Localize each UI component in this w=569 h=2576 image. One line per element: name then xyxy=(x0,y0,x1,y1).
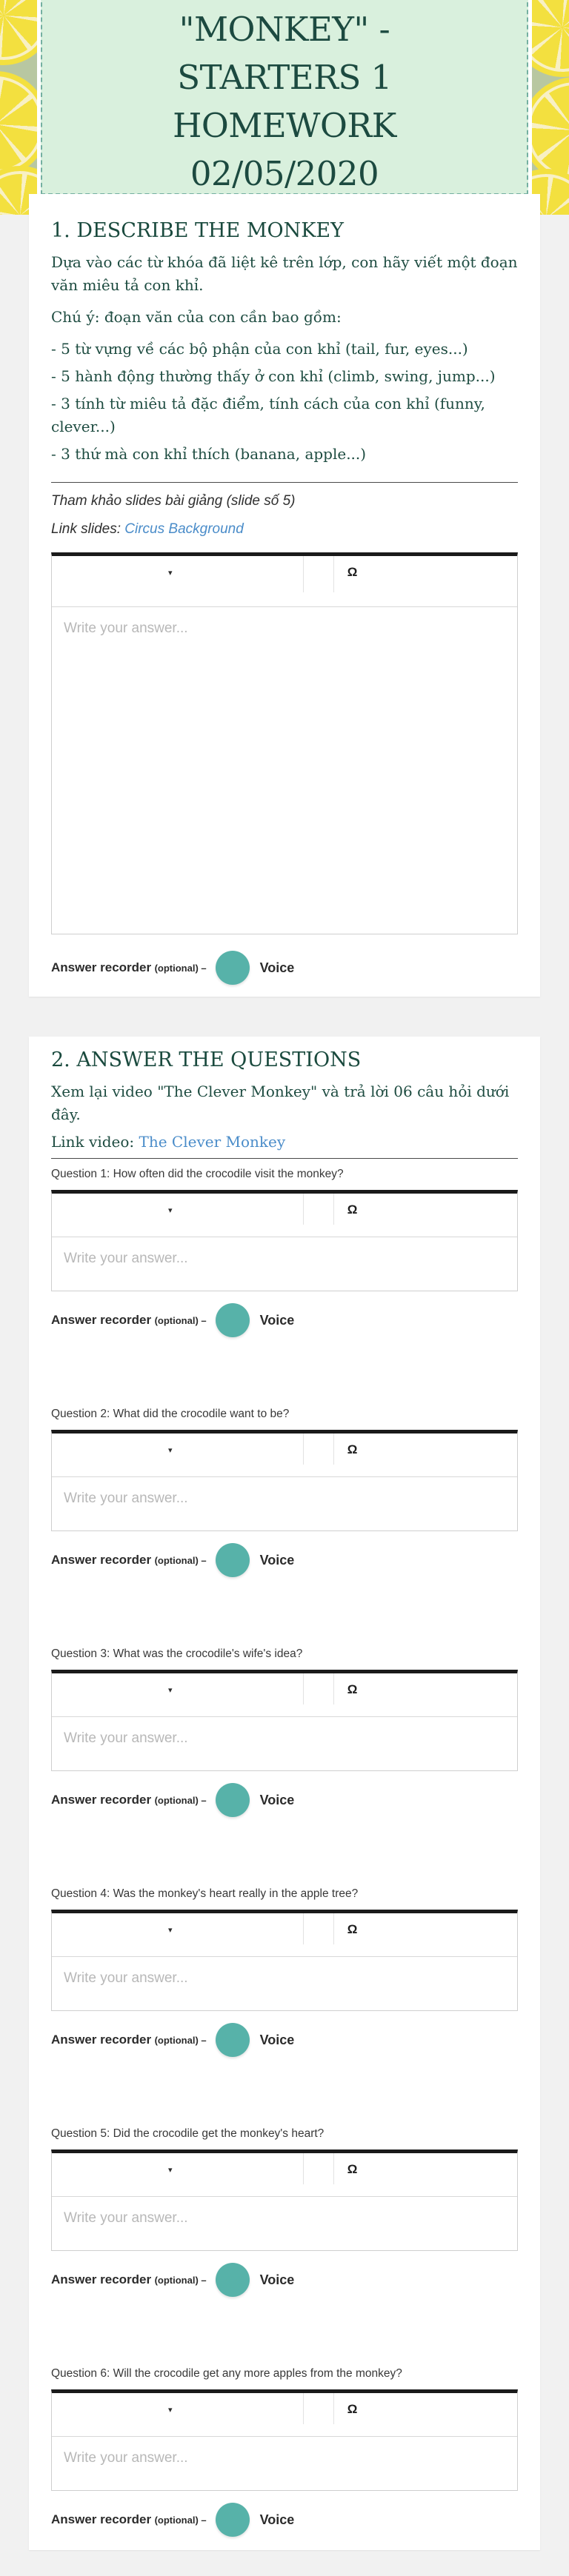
answer-recorder-row xyxy=(51,2503,518,2537)
answer-recorder-label: Answer recorder xyxy=(51,2272,152,2286)
answer-input[interactable] xyxy=(52,1237,517,1291)
answer-recorder-row xyxy=(51,2263,518,2297)
title-line: STARTERS 1 xyxy=(177,58,392,97)
voice-label: Voice xyxy=(259,2512,295,2527)
question-block xyxy=(51,1886,518,2057)
answer-recorder-row xyxy=(51,951,518,985)
question-text: Question 3: What was the crocodile's wife's idea? xyxy=(51,1647,303,1660)
toolbar-separator xyxy=(333,1194,334,1225)
editor-toolbar xyxy=(52,1433,517,1477)
link-label: Link video: xyxy=(51,1133,139,1151)
toolbar-separator xyxy=(333,1433,334,1465)
format-dropdown-caret-icon[interactable]: ▾ xyxy=(168,2166,173,2175)
format-dropdown-caret-icon[interactable]: ▾ xyxy=(168,2406,173,2415)
answer-input[interactable] xyxy=(52,607,517,934)
format-dropdown-caret-icon[interactable]: ▾ xyxy=(168,1926,173,1935)
answer-placeholder: Write your answer... xyxy=(64,1730,188,1746)
task1-slides-note: Tham khảo slides bài giảng (slide số 5) xyxy=(51,493,296,509)
special-character-icon[interactable]: Ω xyxy=(347,1202,358,1217)
answer-recorder-row xyxy=(51,1783,518,1817)
answer-recorder-row xyxy=(51,2023,518,2057)
voice-record-button[interactable] xyxy=(216,2503,250,2537)
question-block xyxy=(51,1406,518,1577)
special-character-icon[interactable]: Ω xyxy=(347,2162,358,2176)
task2-video-link-row xyxy=(51,1131,518,1154)
answer-input[interactable] xyxy=(52,1957,517,2010)
toolbar-separator xyxy=(303,1673,304,1704)
answer-recorder-optional: (optional) – xyxy=(154,962,207,974)
answer-placeholder: Write your answer... xyxy=(64,2210,188,2226)
answer-recorder-label: Answer recorder xyxy=(51,2033,152,2047)
toolbar-separator xyxy=(303,1433,304,1465)
task1-heading: 1. DESCRIBE THE MONKEY xyxy=(51,219,344,242)
answer-recorder-optional: (optional) – xyxy=(154,1554,207,1566)
format-dropdown-caret-icon[interactable]: ▾ xyxy=(168,1446,173,1455)
answer-placeholder: Write your answer... xyxy=(64,1970,188,1986)
answer-recorder-label: Answer recorder xyxy=(51,2512,152,2526)
editor-toolbar xyxy=(52,1673,517,1717)
voice-label: Voice xyxy=(259,1792,295,1807)
toolbar-separator xyxy=(333,2153,334,2184)
answer-input[interactable] xyxy=(52,2197,517,2250)
task1-intro-1: Dựa vào các từ khóa đã liệt kê trên lớp, con hãy viết một đoạn văn miêu tả con khỉ. xyxy=(51,253,518,294)
voice-label: Voice xyxy=(259,2032,295,2047)
title-line: 02/05/2020 xyxy=(190,154,379,193)
voice-label: Voice xyxy=(259,1312,295,1328)
question-block xyxy=(51,2126,518,2297)
question-block xyxy=(51,1646,518,1817)
voice-record-button[interactable] xyxy=(216,1783,250,1817)
task1-list-item: - 5 từ vựng về các bộ phận của con khỉ (tail, fur, eyes...) xyxy=(51,340,468,358)
title-line: HOMEWORK xyxy=(173,106,396,145)
toolbar-separator xyxy=(303,1194,304,1225)
question-block xyxy=(51,2366,518,2537)
divider xyxy=(51,482,518,483)
editor-toolbar xyxy=(52,2393,517,2437)
answer-placeholder: Write your answer... xyxy=(64,620,188,636)
question-text: Question 2: What did the crocodile want to be? xyxy=(51,1408,290,1420)
task1-list-item: - 3 thứ mà con khỉ thích (banana, apple...) xyxy=(51,445,367,463)
question-text: Question 4: Was the monkey's heart really in the apple tree? xyxy=(51,1887,359,1900)
answer-editor[interactable] xyxy=(51,1430,518,1531)
special-character-icon[interactable]: Ω xyxy=(347,565,358,579)
special-character-icon[interactable]: Ω xyxy=(347,2402,358,2416)
toolbar-separator xyxy=(333,2393,334,2424)
answer-input[interactable] xyxy=(52,1477,517,1530)
special-character-icon[interactable]: Ω xyxy=(347,1922,358,1936)
editor-toolbar xyxy=(52,1194,517,1237)
format-dropdown-caret-icon[interactable]: ▾ xyxy=(168,1206,173,1215)
format-dropdown-caret-icon[interactable]: ▾ xyxy=(168,1686,173,1695)
toolbar-separator xyxy=(303,556,304,592)
question-text: Question 5: Did the crocodile get the monkey's heart? xyxy=(51,2127,325,2140)
answer-placeholder: Write your answer... xyxy=(64,1251,188,1266)
answer-input[interactable] xyxy=(52,1717,517,1770)
task1-slides-link-row xyxy=(51,521,518,538)
editor-toolbar xyxy=(52,1913,517,1957)
answer-recorder-row xyxy=(51,1543,518,1577)
title-line: "MONKEY" - xyxy=(179,10,390,49)
editor-toolbar xyxy=(52,556,517,607)
voice-record-button[interactable] xyxy=(216,1543,250,1577)
answer-recorder-label: Answer recorder xyxy=(51,960,152,974)
answer-placeholder: Write your answer... xyxy=(64,1491,188,1506)
answer-recorder-optional: (optional) – xyxy=(154,1314,207,1326)
divider xyxy=(51,1158,518,1159)
voice-record-button[interactable] xyxy=(216,1303,250,1337)
special-character-icon[interactable]: Ω xyxy=(347,1442,358,1456)
task2-card xyxy=(29,1037,540,2550)
editor-toolbar xyxy=(52,2153,517,2197)
toolbar-separator xyxy=(303,2153,304,2184)
voice-label: Voice xyxy=(259,1552,295,1568)
slides-link[interactable]: Circus Background xyxy=(124,521,244,537)
video-link[interactable]: The Clever Monkey xyxy=(139,1133,286,1151)
answer-recorder-label: Answer recorder xyxy=(51,1313,152,1327)
answer-recorder-optional: (optional) – xyxy=(154,2514,207,2526)
question-text: Question 1: How often did the crocodile visit the monkey? xyxy=(51,1168,344,1180)
answer-editor[interactable] xyxy=(51,2150,518,2251)
answer-recorder-label: Answer recorder xyxy=(51,1553,152,1567)
toolbar-separator xyxy=(303,2393,304,2424)
answer-editor[interactable] xyxy=(51,2389,518,2491)
task2-intro: Xem lại video "The Clever Monkey" và trả lời 06 câu hỏi dưới đây. xyxy=(51,1083,510,1123)
answer-editor[interactable] xyxy=(51,552,518,934)
answer-placeholder: Write your answer... xyxy=(64,2450,188,2466)
task1-list-item: - 3 tính từ miêu tả đặc điểm, tính cách của con khỉ (funny, clever...) xyxy=(51,395,485,435)
answer-recorder-optional: (optional) – xyxy=(154,2034,207,2046)
special-character-icon[interactable]: Ω xyxy=(347,1682,358,1696)
title-panel xyxy=(37,0,532,198)
answer-recorder-label: Answer recorder xyxy=(51,1793,152,1807)
toolbar-separator xyxy=(333,1913,334,1944)
voice-record-button[interactable] xyxy=(216,2023,250,2057)
worksheet-title xyxy=(42,0,527,195)
answer-recorder-optional: (optional) – xyxy=(154,1794,207,1806)
format-dropdown-caret-icon[interactable]: ▾ xyxy=(168,569,173,578)
toolbar-separator xyxy=(333,1673,334,1704)
voice-record-button[interactable] xyxy=(216,2263,250,2297)
voice-label: Voice xyxy=(259,2272,295,2287)
toolbar-separator xyxy=(333,556,334,592)
title-panel-inner xyxy=(41,0,528,195)
answer-input[interactable] xyxy=(52,2437,517,2490)
task1-intro-2: Chú ý: đoạn văn của con cần bao gồm: xyxy=(51,308,342,326)
link-label: Link slides: xyxy=(51,521,125,537)
question-text: Question 6: Will the crocodile get any more apples from the monkey? xyxy=(51,2367,402,2380)
answer-editor[interactable] xyxy=(51,1670,518,1771)
worksheet-header xyxy=(0,0,569,215)
question-block xyxy=(51,1166,518,1337)
toolbar-separator xyxy=(303,1913,304,1944)
task1-card xyxy=(29,194,540,997)
task1-list-item: - 5 hành động thường thấy ở con khỉ (climb, swing, jump...) xyxy=(51,367,496,385)
answer-editor[interactable] xyxy=(51,1910,518,2011)
voice-label: Voice xyxy=(259,960,295,975)
answer-recorder-row xyxy=(51,1303,518,1337)
task2-heading: 2. ANSWER THE QUESTIONS xyxy=(51,1048,362,1071)
voice-record-button[interactable] xyxy=(216,951,250,985)
answer-editor[interactable] xyxy=(51,1190,518,1291)
answer-recorder-optional: (optional) – xyxy=(154,2274,207,2286)
